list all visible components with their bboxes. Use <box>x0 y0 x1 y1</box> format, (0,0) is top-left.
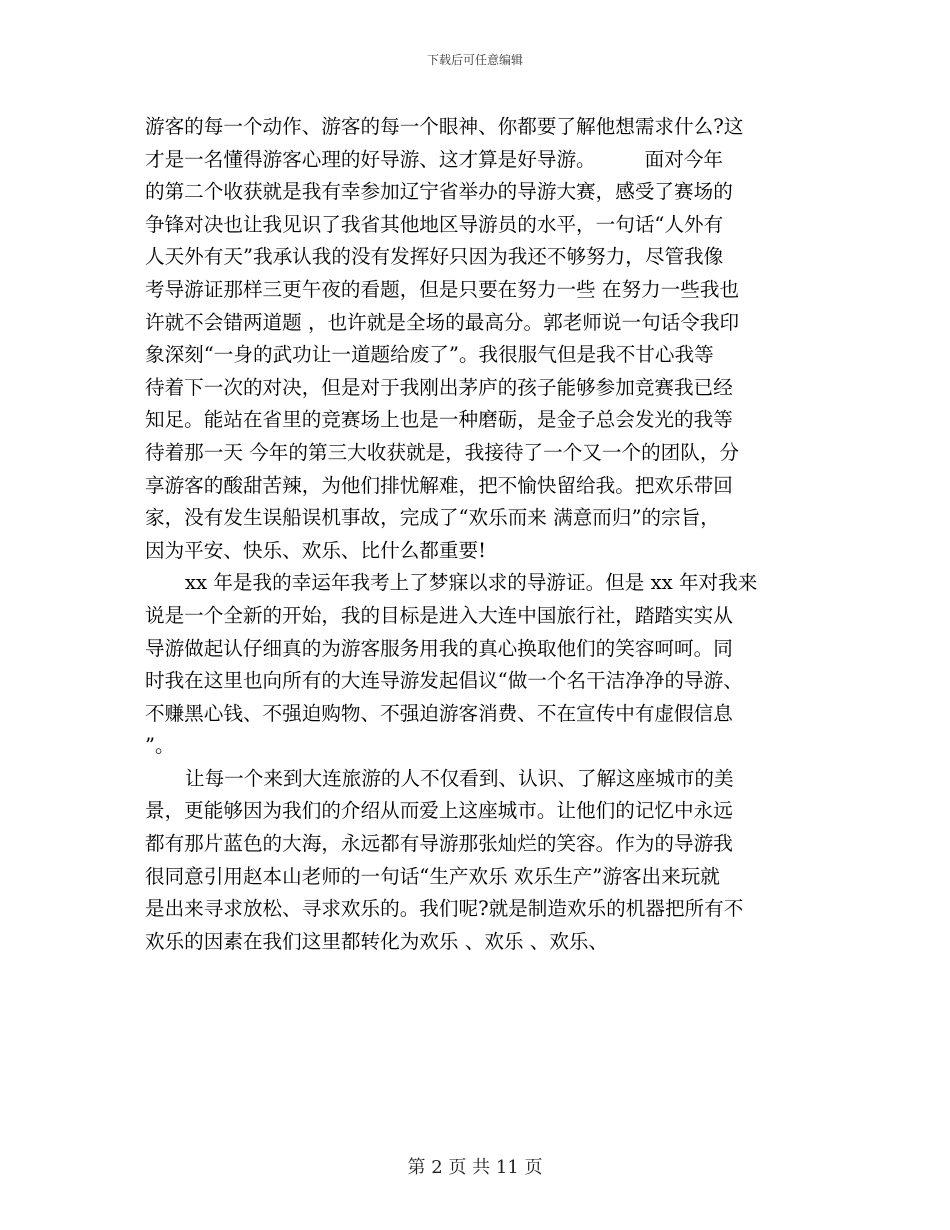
text-line: ”。 <box>145 734 175 758</box>
footer-page-number: 2 <box>431 1157 443 1178</box>
text-line: 争锋对决也让我见识了我省其他地区导游员的水平，一句话“人外有 <box>145 212 724 236</box>
page-header: 下载后可任意编辑 <box>426 53 523 67</box>
text-line: 时我在这里也向所有的大连导游发起倡议“做一个名干洁净净的导游、 <box>145 669 743 693</box>
text-line: 因为平安、快乐、欢乐、比什么都重要! <box>145 538 486 562</box>
paragraph-start-line: xx 年是我的幸运年我考上了梦寐以求的导游证。但是 xx 年对我来 <box>185 571 758 595</box>
text-line: 导游做起认仔细真的为游客服务用我的真心换取他们的笑容呵呵。同 <box>145 636 733 660</box>
text-line: 都有那片蓝色的大海，永远都有导游那张灿烂的笑容。作为的导游我 <box>145 832 733 856</box>
paragraph-start-line: 让每一个来到大连旅游的人不仅看到、认识、了解这座城市的美 <box>185 766 734 790</box>
text-line: 不赚黑心钱、不强迫购物、不强迫游客消费、不在宣传中有虚假信息 <box>145 701 733 725</box>
page-footer <box>0 1156 950 1180</box>
footer-suffix: 页 <box>524 1157 543 1178</box>
text-line: 很同意引用赵本山老师的一句话“生产欢乐 欢乐生产”游客出来玩就 <box>145 864 720 888</box>
text-line: 欢乐的因素在我们这里都转化为欢乐 、欢乐 、欢乐、 <box>145 929 609 953</box>
text-line: 享游客的酸甜苦辣，为他们排忧解难，把不愉快留给我。把欢乐带回 <box>145 473 733 497</box>
text-line: 说是一个全新的开始，我的目标是进入大连中国旅行社，踏踏实实从 <box>145 603 733 627</box>
footer-total-pages: 11 <box>495 1157 519 1178</box>
text-line: 知足。能站在省里的竞赛场上也是一种磨砺，是金子总会发光的我等 <box>145 408 733 432</box>
text-line: 许就不会错两道题 ，也许就是全场的最高分。郭老师说一句话令我印 <box>145 310 740 334</box>
text-line: 景，更能够因为我们的介绍从而爱上这座城市。让他们的记忆中永远 <box>145 799 733 823</box>
text-line: 游客的每一个动作、游客的每一个眼神、你都要了解他想需求什么?这 <box>145 115 744 138</box>
body-text <box>145 111 810 958</box>
text-line: 家，没有发生误船误机事故，完成了“欢乐而来 满意而归”的宗旨， <box>145 506 720 530</box>
text-line: 人天外有天”我承认我的没有发挥好只因为我还不够努力，尽管我像 <box>145 245 724 269</box>
text-line: 才是一名懂得游客心理的好导游、这才算是好导游。 面对今年 <box>145 147 724 171</box>
text-line: 待着下一次的对决，但是对于我刚出茅庐的孩子能够参加竞赛我已经 <box>145 375 733 399</box>
text-line: 待着那一天 今年的第三大收获就是，我接待了一个又一个的团队，分 <box>145 440 740 464</box>
footer-mid: 页 共 <box>448 1157 491 1178</box>
text-line: 的第二个收获就是我有幸参加辽宁省举办的导游大赛，感受了赛场的 <box>145 180 733 204</box>
footer-prefix: 第 <box>407 1157 426 1178</box>
text-line: 象深刻“一身的武功让一道题给废了”。我很服气但是我不甘心我等 <box>145 343 714 367</box>
text-line: 是出来寻求放松、寻求欢乐的。我们呢?就是制造欢乐的机器把所有不 <box>145 897 744 921</box>
text-line: 考导游证那样三更午夜的看题，但是只要在努力一些 在努力一些我也 <box>145 277 740 301</box>
